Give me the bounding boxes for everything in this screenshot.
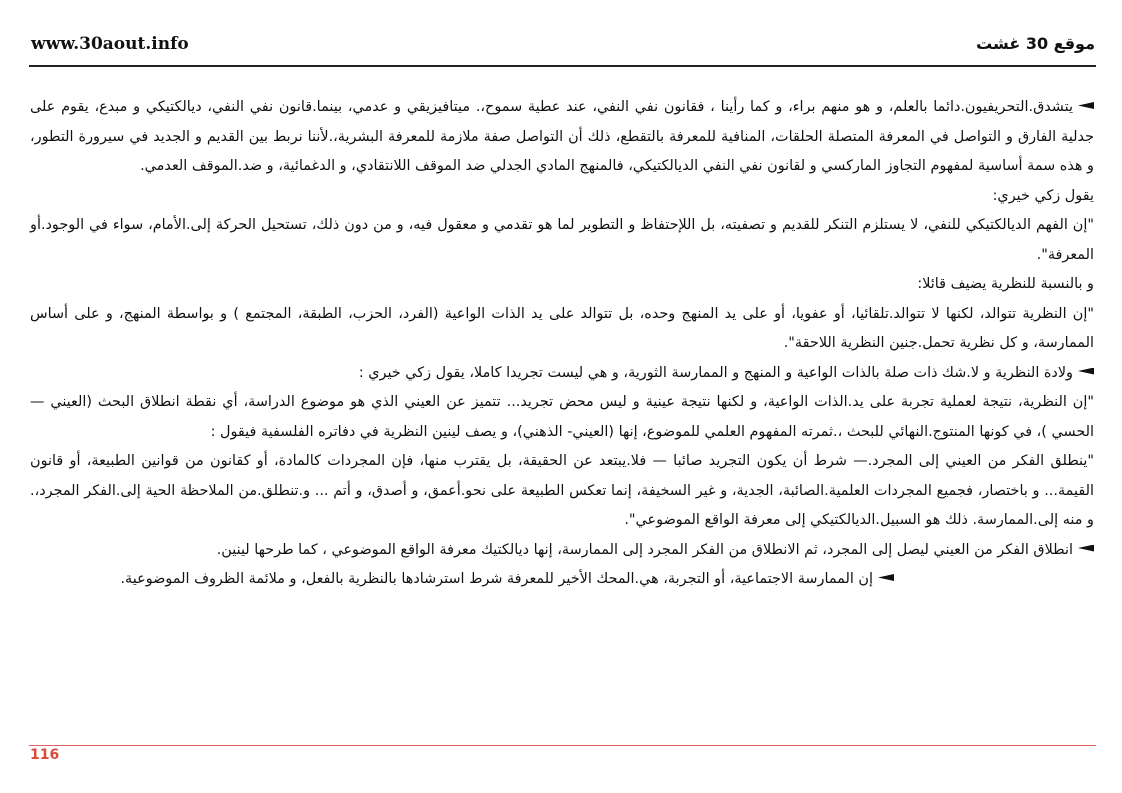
paragraph-3 [30, 211, 1094, 270]
paragraph-text: "إن الفهم الديالكتيكي للنفي، لا يستلزم التنكر للقديم و تصفيته، بل اللإحتفاظ و التطوير لما هو تقدمي و معقول فيه، و من دون ذلك، تستحيل الحركة إلى.الأمام، سواء في الوجود.أو المعرفة". [30, 217, 1094, 263]
page-body [30, 93, 1094, 595]
arrow-bullet-icon [1078, 545, 1094, 552]
paragraph-text: يقول زكي خيري: [992, 187, 1094, 204]
page-number: 116 [30, 747, 60, 763]
paragraph-8 [30, 447, 1094, 536]
paragraph-text: ولادة النظرية و لا.شك ذات صلة بالذات الواعية و المنهج و الممارسة الثورية، و هي ليست تجريدا كاملا، يقول زكي خيري : [358, 364, 1073, 381]
paragraph-9 [30, 536, 1094, 566]
site-name: موقع 30 غشت [976, 34, 1095, 53]
paragraph-text: يتشدق.التحريفيون.دائما بالعلم، و هو منهم براء، و كما رأينا ، فقانون نفي النفي، عند عطية سموح،. ميتافيزيقي و عدمي، بينما.قانون نفي النفي، ديالكتيكي و مبدع، يقوم على جدلية الفارق و التواصل في المعرفة المتصلة الحلقات، المنافية للمعرفة بالتقطع، ذلك أن التواصل صفة ملازمة للمعرفة البشرية،.لأننا نربط بين القديم و الجديد في سيرورة التطور، و هذه سمة أساسية لمفهوم التجاوز الماركسي و لقانون نفي النفي الديالكتيكي، فالمنهج المادي الجدلي ضد الموقف اللانتقادي، و الدغمائية، و ضد.الموقف العدمي. [30, 99, 1094, 174]
site-url: www.30aout.info [31, 34, 189, 54]
paragraph-10 [30, 565, 1094, 595]
paragraph-5 [30, 300, 1094, 359]
arrow-bullet-icon [1078, 368, 1094, 375]
paragraph-text: "إن النظرية، نتيجة لعملية تجربة على يد.الذات الواعية، و لكنها نتيجة عينية و ليس محض تجريد... تتميز عن العيني الذي هو موضوع الدراسة، أي نقطة انطلاق البحث (العيني — الحسي )، في كونها المنتوج.النهائي للبحث ،.ثمرته المفهوم العلمي للموضوع، إنها (العيني- الذهني)، و يصف لينين النظرية في دفاتره الفلسفية فيقول : [30, 394, 1094, 440]
paragraph-text: انطلاق الفكر من العيني ليصل إلى المجرد، ثم الانطلاق من الفكر المجرد إلى الممارسة، إنها ديالكتيك معرفة الواقع الموضوعي ، كما طرحها لينين. [216, 541, 1073, 558]
arrow-bullet-icon [878, 574, 894, 581]
paragraph-text: "إن النظرية تتوالد، لكنها لا تتوالد.تلقائيا، أو عفويا، أو على يد المنهج وحده، بل تتوالد على يد الذات الواعية (الفرد، الحزب، الطبقة، المجتمع ) و بواسطة المنهج، و على أساس الممارسة، و كل نظرية تحمل.جنين النظرية اللاحقة". [30, 305, 1094, 351]
paragraph-text: و بالنسبة للنظرية يضيف قائلا: [917, 276, 1094, 292]
header-divider [29, 65, 1096, 67]
paragraph-7 [30, 388, 1094, 447]
paragraph-1 [30, 93, 1094, 182]
paragraph-6 [30, 359, 1094, 389]
paragraph-text: "ينطلق الفكر من العيني إلى المجرد.— شرط أن يكون التجريد صائبا — فلا.يبتعد عن الحقيقة، بل يقترب منها، فإن المجردات كالمادة، أو كقانون من قوانين الطبيعة، أو قانون القيمة... و باختصار، فجميع المجردات العلمية.الصائبة، الجدية، و غير السخيفة، إنما تعكس الطبيعة على نحو.أعمق، و أصدق، و أتم ... و.تنطلق.من الملاحظة الحية إلى.الفكر المجرد،. و منه إلى.الممارسة. ذلك هو السبيل.الديالكتيكي إلى معرفة الواقع الموضوعي". [30, 453, 1094, 528]
paragraph-text: إن الممارسة الاجتماعية، أو التجربة، هي.المحك الأخير للمعرفة شرط استرشادها بالنظرية بالفعل، و ملائمة الظروف الموضوعية. [120, 571, 873, 587]
paragraph-2 [30, 182, 1094, 212]
paragraph-4 [30, 270, 1094, 300]
footer-divider [29, 745, 1096, 746]
arrow-bullet-icon [1078, 102, 1094, 109]
